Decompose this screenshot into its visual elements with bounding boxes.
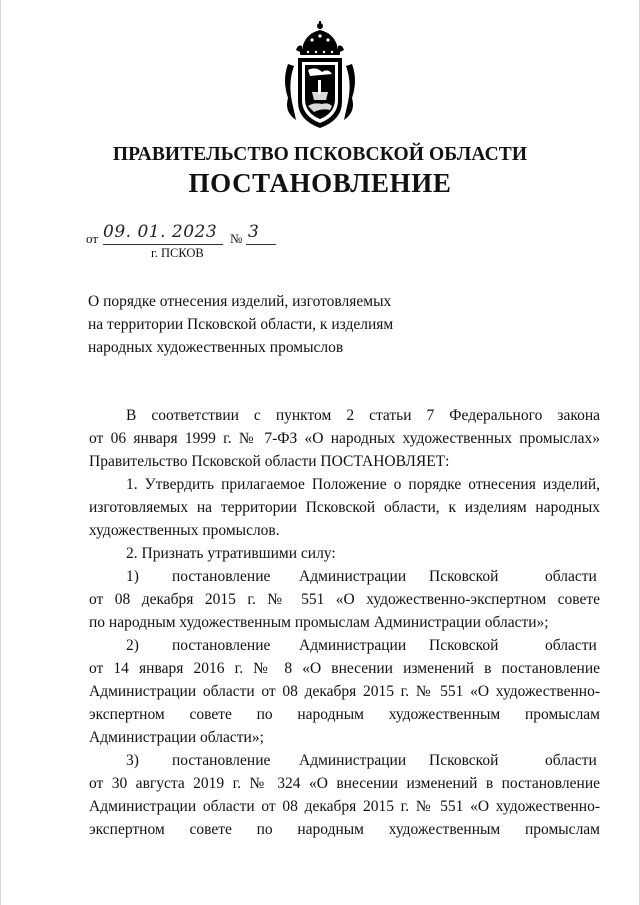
item-word: области xyxy=(545,637,597,654)
item-word: Администрации xyxy=(299,568,407,585)
body-line: художественных промыслов. xyxy=(89,522,280,539)
item-word: Псковской xyxy=(429,568,499,585)
item-word: Псковской xyxy=(429,637,499,654)
list-item-3-header xyxy=(89,749,600,772)
date-underline xyxy=(103,244,223,245)
city-label: г. ПСКОВ xyxy=(151,246,204,260)
body-line: Правительство Псковской области ПОСТАНОВЛЯЕТ: xyxy=(89,453,450,470)
body-line: 1. Утвердить прилагаемое Положение о порядке отнесения изделий, xyxy=(126,476,600,493)
document-body xyxy=(89,404,600,841)
body-line: от 08 декабря 2015 г. № 551 «О художественно-экспертном совете xyxy=(89,591,600,608)
item-word: области xyxy=(545,568,597,585)
item-word: Администрации xyxy=(299,752,407,769)
item-word: постановление xyxy=(172,752,271,769)
body-line: от 06 января 1999 г. № 7-ФЗ «О народных художественных промыслах» xyxy=(89,430,600,447)
handwritten-number: 3 xyxy=(248,222,260,242)
body-line: В соответствии с пунктом 2 статьи 7 Федерального закона xyxy=(126,407,600,424)
body-line: 2. Признать утратившими силу: xyxy=(126,545,336,562)
list-item-2-header xyxy=(89,634,600,657)
item-word: постановление xyxy=(172,568,271,585)
item-word: Администрации xyxy=(299,637,407,654)
number-underline xyxy=(246,244,276,245)
document-type-title: ПОСТАНОВЛЕНИЕ xyxy=(188,168,452,198)
body-line: Администрации области от 08 декабря 2015 г. № 551 «О художественно- xyxy=(89,798,600,815)
item-word: Псковской xyxy=(429,752,499,769)
government-title: ПРАВИТЕЛЬСТВО ПСКОВСКОЙ ОБЛАСТИ xyxy=(112,144,528,165)
subject-line: на территории Псковской области, к изделиям xyxy=(88,316,394,333)
body-line: изготовляемых на территории Псковской области, к изделиям народных xyxy=(89,499,600,516)
body-line: экспертном совете по народным художественным промыслам xyxy=(89,821,600,838)
subject-line: О порядке отнесения изделий, изготовляемых xyxy=(88,293,392,310)
date-prefix: от xyxy=(86,231,99,246)
item-word: постановление xyxy=(172,637,271,654)
subject-line: народных художественных промыслов xyxy=(88,339,344,356)
item-word: области xyxy=(545,752,597,769)
item-number: 1) xyxy=(126,568,139,585)
item-number: 3) xyxy=(126,752,139,769)
pskov-coat-of-arms-icon xyxy=(282,20,358,132)
date-number-line xyxy=(86,222,286,246)
list-item-1-header xyxy=(89,565,600,588)
body-line: по народным художественным промыслам Администрации области»; xyxy=(89,614,549,631)
subject-block xyxy=(88,290,393,359)
body-line: Администрации области от 08 декабря 2015 г. № 551 «О художественно- xyxy=(89,683,600,700)
scan-edge-left xyxy=(0,0,1,905)
number-prefix: № xyxy=(230,231,243,246)
handwritten-date: 09. 01. 2023 xyxy=(103,222,218,242)
body-line: от 30 августа 2019 г. № 324 «О внесении изменений в постановление xyxy=(89,775,600,792)
body-line: от 14 января 2016 г. № 8 «О внесении изменений в постановление xyxy=(89,660,600,677)
body-line: Администрации области»; xyxy=(89,729,264,746)
item-number: 2) xyxy=(126,637,139,654)
body-line: экспертном совете по народным художественным промыслам xyxy=(89,706,600,723)
